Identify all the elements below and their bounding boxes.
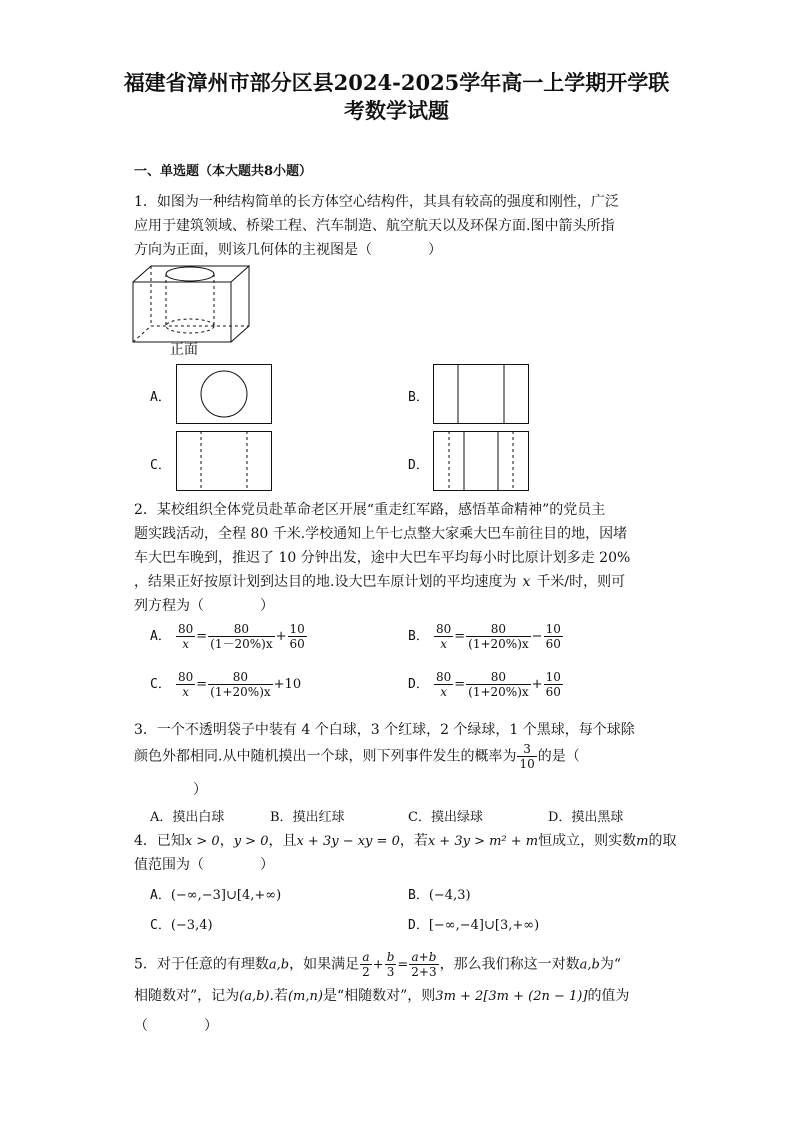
q1-line3: 方向为正面，则该几何体的主视图是（ ） [134,242,442,258]
q3-line3: ） [193,782,207,798]
page-title-line2: 考数学试题 [344,98,449,123]
q1-option-a-label: A． [150,390,171,405]
q1-option-d-figure[interactable] [433,431,529,491]
q3-line2: 颜色外都相同.从中随机摸出一个球，则下列事件发生的概率为 $\frac{3}{10}$ 的是（ [134,742,580,771]
q4-option-d[interactable]: D．[−∞,−4]∪[3,+∞) [408,918,540,933]
q1-line2: 应用于建筑领域、桥梁工程、汽车制造、航空航天以及环保方面.图中箭头所指 [134,218,615,234]
box-side-edges [231,266,249,342]
q2-option-b[interactable]: B． $\frac{80}{x}$ = $\frac{80}{(1+20\%)x}$ − $\frac{10}{60}$ [408,622,561,651]
cylinder-top-ellipse [166,267,214,281]
q1-option-a-figure[interactable] [176,364,272,424]
q4-option-b[interactable]: B．(−4,3) [408,888,471,903]
q3-option-b[interactable]: B．摸出红球 [270,810,345,825]
q4-line1: 4．已知x > 0，y > 0，且x + 3y − xy = 0，若x + 3y > m² + m恒成立，则实数m的取 [134,833,677,849]
q1-option-c-figure[interactable] [176,431,272,491]
q1-option-b-label: B． [408,390,429,405]
q4-option-c[interactable]: C．(−3,4) [150,918,213,933]
q5-line3: （ ） [134,1018,218,1034]
q2-line2: 题实践活动，全程 80 千米.学校通知上午七点整大家乘大巴车前往目的地，因堵 [134,526,628,542]
q2-option-d[interactable]: D． $\frac{80}{x}$ = $\frac{80}{(1+20\%)x}$ + $\frac{10}{60}$ [408,670,561,699]
q1-line1: 1．如图为一种结构简单的长方体空心结构件，其具有较高的强度和刚性，广泛 [134,194,619,210]
q4-option-a[interactable]: A．(−∞,−3]∪[4,+∞) [150,888,282,903]
q1-box-figure [130,262,260,347]
box-top-edges [133,266,249,282]
q5-line1: 5．对于任意的有理数a,b，如果满足 $\frac{a}{2}$ + $\frac{b}{3}$ = $\frac{a+b}{2+3}$ ，那么我们称这一对数a,b为“ [134,950,621,979]
q2-line5: 列方程为（ ） [134,598,274,614]
q2-option-c[interactable]: C． $\frac{80}{x}$ = $\frac{80}{(1+20\%)x}$ +10 [150,670,302,699]
q2-var-x: x [522,574,531,590]
q2-line4: ，结果正好按原计划到达目的地.设大巴车原计划的平均速度为 x 千米/时，则可 [134,574,626,590]
q2-line3: 车大巴车晚到，推迟了 10 分钟出发，途中大巴车平均每小时比原计划多走 20% [134,550,631,566]
box-front-face [133,282,231,342]
q2-line1: 2．某校组织全体党员赴革命老区开展“重走红军路，感悟革命精神”的党员主 [134,502,606,518]
q1-front-label: 正面 [170,342,198,358]
q5-line2: 相随数对”，记为(a,b).若(m,n)是“相随数对”，则3m + 2[3m + (2n − 1)]的值为 [134,988,630,1004]
q3-option-d[interactable]: D．摸出黑球 [548,810,624,825]
q4-line2: 值范围为（ ） [134,857,274,873]
page-title-line1: 福建省漳州市部分区县2024-2025学年高一上学期开学联 [123,70,670,95]
q1-option-d-label: D． [408,458,429,473]
q1-option-b-figure[interactable] [433,364,529,424]
section-heading: 一、单选题（本大题共8小题） [134,164,313,179]
q1-option-c-label: C． [150,458,171,473]
q3-option-a[interactable]: A．摸出白球 [150,810,225,825]
q3-line1: 3．一个不透明袋子中装有 4 个白球，3 个红球，2 个绿球，1 个黑球，每个球除 [134,722,635,738]
q2-option-a[interactable]: A． $\frac{80}{x}$ = $\frac{80}{(1-20\%)x}$ + $\frac{10}{60}$ [150,622,305,651]
q3-option-c[interactable]: C．摸出绿球 [408,810,483,825]
